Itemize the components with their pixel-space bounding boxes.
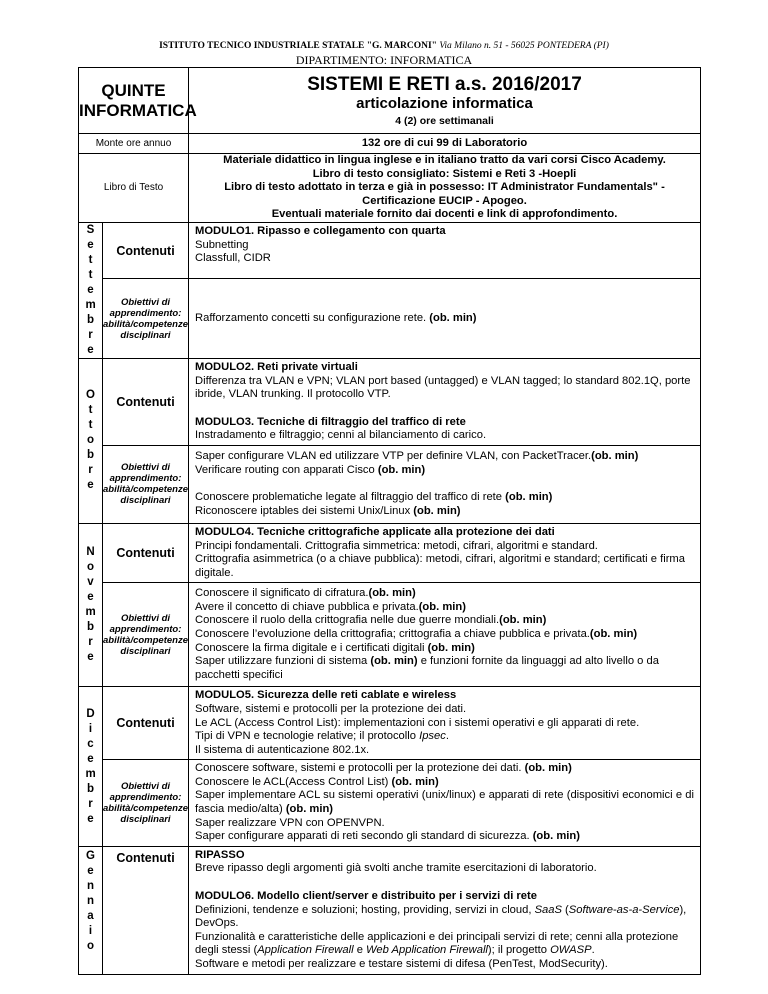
textbook-line: Certificazione EUCIP - Apogeo. [362, 194, 527, 207]
objective-text: Rafforzamento concetti su configurazione rete. [195, 311, 427, 324]
objective-text: Saper implementare ACL su sistemi operativi (unix/linux) e apparati di rete (dispositivi economici e di fascia medio/alta) [195, 789, 694, 816]
objective-text: Conoscere problematiche legate al filtraggio del traffico di rete [195, 491, 503, 504]
institute-header [0, 41, 768, 51]
settembre-obiettivi [189, 279, 701, 359]
objective-text: Saper configurare VLAN ed utilizzare VTP per definire VLAN, con PacketTracer. [195, 450, 592, 463]
department-header: DIPARTIMENTO: INFORMATICA [295, 53, 473, 67]
ripasso-title: RIPASSO [195, 848, 245, 861]
content-text: SaaS [534, 903, 562, 916]
content-text: Definizioni, tendenze e soluzioni; hosting, providing, servizi in cloud, [195, 903, 532, 916]
module-title: MODULO1. Ripasso e collegamento con quarta [195, 224, 446, 237]
obmin-tag: (ob. min) [532, 830, 580, 843]
objective-text: Saper configurare apparati di reti secondo gli standard di sicurezza. [195, 830, 530, 843]
ottobre-contenuti-row [79, 358, 701, 445]
textbook-line: Libro di testo consigliato: Sistemi e Reti 3 -Hoepli [312, 167, 577, 180]
content-text: Software, sistemi e protocolli per la protezione dei dati. [195, 702, 467, 715]
textbook-content [189, 154, 701, 223]
obmin-tag: (ob. min) [418, 600, 466, 613]
settembre-contenuti [189, 222, 701, 278]
novembre-contenuti-row [79, 523, 701, 582]
content-text: Le ACL (Access Control List): implementazioni con i sistemi operativi e gli apparati di rete. [195, 716, 640, 729]
textbook-line: Eventuali materiale fornito dai docenti e link di approfondimento. [271, 208, 618, 221]
contenuti-label: Contenuti [103, 687, 189, 760]
obiettivi-label: Obiettivi di apprendimento: abilità/competenze disciplinari [103, 279, 189, 359]
obmin-tag: (ob. min) [429, 311, 477, 324]
obmin-tag: (ob. min) [391, 775, 439, 788]
content-line: Classfull, CIDR [195, 252, 271, 265]
obmin-tag: (ob. min) [285, 803, 334, 816]
dicembre-contenuti-row [79, 687, 701, 760]
content-text: e [353, 944, 367, 957]
month-dicembre [79, 687, 103, 847]
content-text: Principi fondamentali. Crittografia simmetrica: metodi, cifrari, algoritmi e standard. [195, 539, 598, 552]
textbook-label: Libro di Testo [79, 154, 189, 223]
textbook-row [79, 154, 701, 223]
month-novembre [79, 523, 103, 686]
contenuti-label: Contenuti [103, 846, 189, 974]
title-row [79, 68, 701, 134]
content-text: ); il progetto [487, 944, 547, 957]
objective-text: e funzioni fornite da linguaggi ad alto livello o da pacchetti specifici [195, 655, 659, 681]
content-text: ), DevOps. [195, 903, 687, 930]
content-text [195, 904, 694, 931]
textbook-line: Materiale didattico in lingua inglese e in italiano tratto da vari corsi Cisco Academy. [223, 154, 666, 166]
month-gennaio [79, 846, 103, 974]
content-text: OWASP [550, 944, 592, 957]
settembre-contenuti-row [79, 222, 701, 278]
objective-text: Verificare routing con apparati Cisco [195, 463, 375, 476]
month-label: D i c e m b r e [85, 707, 96, 825]
obmin-tag: (ob. min) [589, 628, 638, 641]
month-settembre [79, 222, 103, 358]
month-label: G e n n a i o [86, 849, 95, 952]
objective-text: Conoscere la firma digitale e i certificati digitali [195, 641, 425, 654]
obiettivi-label: Obiettivi di apprendimento: abilità/competenze disciplinari [103, 760, 189, 847]
ottobre-obiettivi-row [79, 445, 701, 523]
annual-hours-label: Monte ore annuo [79, 134, 189, 154]
gennaio-contenuti-row [79, 846, 701, 974]
program-table [78, 67, 701, 975]
obiettivi-label: Obiettivi di apprendimento: abilità/competenze disciplinari [103, 445, 189, 523]
obiettivi-label: Obiettivi di apprendimento: abilità/competenze disciplinari [103, 583, 189, 687]
annual-hours-row [79, 134, 701, 154]
obmin-tag: (ob. min) [377, 463, 426, 476]
objective-text: Conoscere l’evoluzione della crittografia; crittografia a chiave pubblica e privata. [195, 628, 590, 641]
content-text: Funzionalità e caratteristiche delle applicazioni e dei principali servizi di rete; cenni alla protezione degli stessi ( [195, 930, 679, 957]
obmin-tag: (ob. min) [499, 614, 547, 627]
content-text: Instradamento e filtraggio; cenni al bilanciamento di carico. [195, 429, 487, 442]
content-line: Subnetting [195, 238, 249, 251]
content-text: Application Firewall [257, 944, 354, 957]
objective-text: Conoscere il ruolo della crittografia nelle due guerre mondiali. [195, 614, 500, 627]
objective-text: Saper realizzare VPN con OPENVPN. [195, 816, 385, 829]
ottobre-contenuti [189, 358, 701, 445]
content-text: Breve ripasso degli argomenti già svolti anche tramite esercitazioni di laboratorio. [195, 862, 597, 875]
objective-text: Conoscere le ACL(Access Control List) [195, 775, 389, 788]
content-text: ( [565, 903, 569, 916]
gennaio-contenuti [189, 846, 701, 974]
settembre-obiettivi-row [79, 279, 701, 359]
objective-text: Riconoscere iptables dei sistemi Unix/Linux [195, 505, 411, 518]
month-ottobre [79, 358, 103, 523]
obmin-tag: (ob. min) [427, 641, 475, 654]
obmin-tag: (ob. min) [591, 450, 639, 463]
obmin-tag: (ob. min) [505, 491, 553, 504]
obmin-tag: (ob. min) [370, 655, 418, 668]
dicembre-contenuti: MODULO5. Sicurezza delle reti cablate e wireless Software, sistemi e protocolli per la protezione dei dati. Le ACL (Access Control List): implementazioni con i sistemi operativi e gli apparati di rete. Tipi di VPN e tecnologie relative; il protocollo Ipsec. Il sistema di autenticazione 802.1x. [189, 687, 701, 760]
content-text: Differenza tra VLAN e VPN; VLAN port based (untagged) e VLAN tagged; lo standard 802.1Q, porte ibride, VLAN trunking. Il protocollo VTP. [195, 374, 691, 401]
contenuti-label: Contenuti [103, 222, 189, 278]
novembre-obiettivi [189, 583, 701, 687]
novembre-contenuti [189, 523, 701, 582]
weekly-hours: 4 (2) ore settimanali [395, 115, 494, 127]
content-text: Tipi di VPN e tecnologie relative; il protocollo [195, 730, 416, 743]
objective-text: Conoscere il significato di cifratura. [195, 587, 369, 600]
content-text: Software e metodi per realizzare e testare sistemi di difesa (PenTest, ModSecurity). [195, 958, 608, 970]
contenuti-label: Contenuti [103, 358, 189, 445]
ottobre-obiettivi [189, 445, 701, 523]
content-text: Crittografia asimmetrica (o a chiave pubblica): metodi, cifrari, algoritmi e standard; certificati e firma digitale. [195, 553, 685, 579]
dicembre-obiettivi-row [79, 760, 701, 847]
month-label: N o v e m b r e [85, 546, 96, 664]
obmin-tag: (ob. min) [524, 762, 572, 775]
dicembre-obiettivi [189, 760, 701, 847]
textbook-line: Libro di testo adottato in terza e già in possesso: IT Administrator Fundamentals" - [224, 181, 665, 194]
module-title: MODULO2. Reti private virtuali [195, 360, 358, 373]
objective-text: Saper utilizzare funzioni di sistema [195, 655, 368, 668]
month-label: O t t o b r e [86, 389, 95, 492]
module-title: MODULO4. Tecniche crittografiche applicate alla protezione dei dati [195, 525, 555, 538]
module-title: MODULO6. Modello client/server e distribuito per i servizi di rete [195, 890, 537, 903]
month-label: S e t t e m b r e [85, 223, 96, 356]
content-text: Il sistema di autenticazione 802.1x. [195, 743, 370, 756]
obmin-tag: (ob. min) [368, 587, 416, 600]
objective-text: Avere il concetto di chiave pubblica e privata. [195, 600, 419, 613]
module-title: MODULO3. Tecniche di filtraggio del traffico di rete [195, 415, 466, 428]
contenuti-label: Contenuti [103, 523, 189, 582]
subject-track: articolazione informatica [356, 95, 533, 112]
content-text: Web Application Firewall [366, 944, 488, 957]
content-text: Funzionalità e caratteristiche delle applicazioni e dei principali servizi di rete; cenni alla protezione degli stessi (Application Firewall e Web Application Firewall); il progetto OWASP. [195, 930, 679, 957]
class-name: QUINTE INFORMATICA [79, 80, 197, 120]
institute-address: Via Milano n. 51 - 56025 PONTEDERA (PI) [439, 41, 609, 51]
annual-hours-value: 132 ore di cui 99 di Laboratorio [189, 134, 701, 154]
novembre-obiettivi-row [79, 583, 701, 687]
module-title: MODULO5. Sicurezza delle reti cablate e wireless [195, 689, 457, 702]
content-text: Ipsec [419, 730, 446, 743]
content-text: Software-as-a-Service [568, 903, 680, 916]
subject-title: SISTEMI E RETI a.s. 2016/2017 [307, 74, 582, 95]
obmin-tag: (ob. min) [413, 505, 461, 518]
objective-text: Conoscere software, sistemi e protocolli per la protezione dei dati. [195, 762, 522, 775]
institute-name: ISTITUTO TECNICO INDUSTRIALE STATALE "G. MARCONI" [159, 41, 437, 51]
